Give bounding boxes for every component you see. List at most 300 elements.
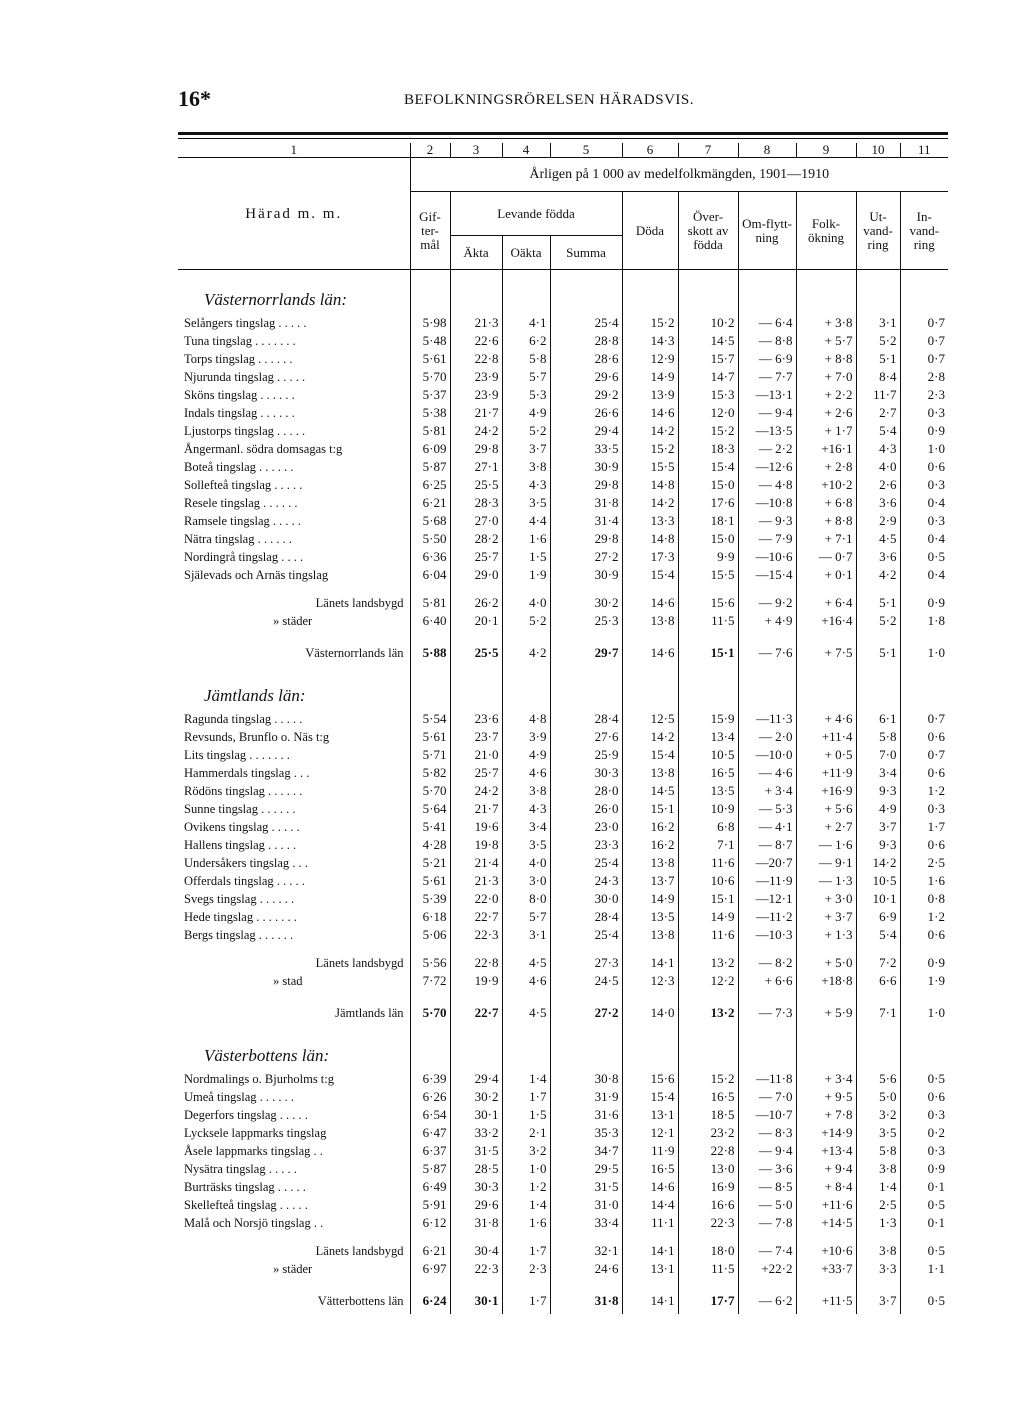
table-row — [178, 386, 948, 404]
cell-value: 0·5 — [900, 1196, 948, 1214]
cell-value: 29·8 — [450, 440, 502, 458]
cell-value: 30·2 — [450, 1088, 502, 1106]
cell-value: 2·5 — [856, 1196, 900, 1214]
table-row — [178, 764, 948, 782]
spacer-row — [178, 584, 948, 594]
row-label: Resele tingslag . . . . . . — [184, 496, 298, 510]
cell-value: 0·7 — [900, 746, 948, 764]
cell-value: 5·82 — [410, 764, 450, 782]
row-label: Svegs tingslag . . . . . . — [184, 892, 295, 906]
cell-value: 6·21 — [410, 1242, 450, 1260]
cell-value: 29·6 — [450, 1196, 502, 1214]
cell-value: 15·7 — [678, 350, 738, 368]
cell-value: 27·2 — [550, 1000, 622, 1026]
cell-value: 22·3 — [678, 1214, 738, 1232]
cell-value: + 3·4 — [796, 1070, 856, 1088]
table-row — [178, 908, 948, 926]
cell-value: 30·9 — [550, 458, 622, 476]
cell-value: 5·6 — [856, 1070, 900, 1088]
cell-value: 15·3 — [678, 386, 738, 404]
spacer-cell — [900, 1232, 948, 1242]
cell-value: 29·2 — [550, 386, 622, 404]
spacer-cell — [796, 1026, 856, 1070]
spacer-cell — [502, 1278, 550, 1288]
header-invandring: In-vand-ring — [900, 192, 948, 270]
cell-value: 25·7 — [450, 548, 502, 566]
cell-value: 6·18 — [410, 908, 450, 926]
cell-value: 10·2 — [678, 314, 738, 332]
row-label: Torps tingslag . . . . . . — [184, 352, 293, 366]
total-row — [178, 1288, 948, 1314]
row-label: Ljustorps tingslag . . . . . — [184, 424, 306, 438]
spacer-row — [178, 944, 948, 954]
cell-value: 0·6 — [900, 764, 948, 782]
cell-value: 13·9 — [622, 386, 678, 404]
cell-value: 28·3 — [450, 494, 502, 512]
spacer-cell — [178, 1278, 410, 1288]
subtotal-row — [178, 954, 948, 972]
cell-value: +10·2 — [796, 476, 856, 494]
cell-value: — 8·5 — [738, 1178, 796, 1196]
spacer-cell — [502, 990, 550, 1000]
spacer-cell — [410, 666, 450, 710]
row-label: Ovikens tingslag . . . . . — [184, 820, 300, 834]
row-label: Ångermanl. södra domsagas t:g — [184, 442, 343, 456]
row-label: » städer — [273, 1262, 313, 1276]
cell-value: 12·5 — [622, 710, 678, 728]
cell-value: 1·5 — [502, 1106, 550, 1124]
cell-value: 3·7 — [856, 818, 900, 836]
cell-value: +10·6 — [796, 1242, 856, 1260]
spacer-cell — [622, 666, 678, 710]
cell-value: 31·8 — [550, 494, 622, 512]
subtotal-row — [178, 594, 948, 612]
cell-value: + 3·4 — [738, 782, 796, 800]
cell-value: — 5·0 — [738, 1196, 796, 1214]
cell-value: 3·7 — [856, 1288, 900, 1314]
cell-value: +16·4 — [796, 612, 856, 630]
cell-value: 1·7 — [900, 818, 948, 836]
spacer-cell — [450, 1278, 502, 1288]
cell-value: +14·5 — [796, 1214, 856, 1232]
cell-value: + 3·0 — [796, 890, 856, 908]
cell-value: 2·8 — [900, 368, 948, 386]
cell-value: 13·0 — [678, 1160, 738, 1178]
cell-value: 12·0 — [678, 404, 738, 422]
cell-value: 7·1 — [678, 836, 738, 854]
cell-value: 1·6 — [900, 872, 948, 890]
table-row — [178, 512, 948, 530]
spacer-cell — [678, 1278, 738, 1288]
row-label: Umeå tingslag . . . . . . — [184, 1090, 295, 1104]
spacer-cell — [900, 990, 948, 1000]
cell-value: 28·0 — [550, 782, 622, 800]
cell-value: 14·4 — [622, 1196, 678, 1214]
cell-value: 17·6 — [678, 494, 738, 512]
row-label: » stad — [273, 974, 303, 988]
cell-value: 3·5 — [856, 1124, 900, 1142]
cell-value: 1·9 — [900, 972, 948, 990]
row-label: Vätterbottens län — [317, 1293, 404, 1308]
cell-value: +11·9 — [796, 764, 856, 782]
cell-value: + 7·5 — [796, 640, 856, 666]
spacer-cell — [550, 1026, 622, 1070]
cell-value: 6·6 — [856, 972, 900, 990]
cell-value: 13·8 — [622, 764, 678, 782]
row-label: Åsele lappmarks tingslag . . — [184, 1144, 323, 1158]
cell-value: 3·2 — [502, 1142, 550, 1160]
cell-value: 2·3 — [900, 386, 948, 404]
cell-value: 12·1 — [622, 1124, 678, 1142]
cell-value: 5·8 — [856, 1142, 900, 1160]
cell-value: 24·3 — [550, 872, 622, 890]
cell-value: 15·0 — [678, 476, 738, 494]
cell-value: 14·8 — [622, 476, 678, 494]
cell-value: +33·7 — [796, 1260, 856, 1278]
cell-value: 8·0 — [502, 890, 550, 908]
cell-value: 5·8 — [502, 350, 550, 368]
cell-value: 1·8 — [900, 612, 948, 630]
spacer-cell — [678, 1026, 738, 1070]
cell-value: 5·48 — [410, 332, 450, 350]
header-doda: Döda — [622, 192, 678, 270]
cell-value: 4·4 — [502, 512, 550, 530]
cell-value: 15·1 — [678, 890, 738, 908]
cell-value: 4·9 — [856, 800, 900, 818]
row-label: Sköns tingslag . . . . . . — [184, 388, 295, 402]
cell-value: + 1·3 — [796, 926, 856, 944]
cell-value: 6·09 — [410, 440, 450, 458]
cell-value: 6·24 — [410, 1288, 450, 1314]
cell-value: 2·9 — [856, 512, 900, 530]
spacer-cell — [502, 270, 550, 315]
spacer-cell — [796, 944, 856, 954]
spacer-cell — [738, 666, 796, 710]
row-label: Jämtlands län — [335, 1005, 404, 1020]
cell-value: 21·3 — [450, 872, 502, 890]
spacer-cell — [622, 584, 678, 594]
cell-value: 0·1 — [900, 1178, 948, 1196]
col-number: 4 — [502, 143, 550, 158]
cell-value: 15·1 — [678, 640, 738, 666]
cell-value: +11·4 — [796, 728, 856, 746]
cell-value: + 5·7 — [796, 332, 856, 350]
cell-value: 31·9 — [550, 1088, 622, 1106]
cell-value: 5·81 — [410, 422, 450, 440]
row-label: Länets landsbygd — [315, 1244, 404, 1258]
cell-value: 4·0 — [502, 594, 550, 612]
spacer-cell — [410, 990, 450, 1000]
cell-value: 4·9 — [502, 404, 550, 422]
spacer-cell — [450, 990, 502, 1000]
cell-value: 16·5 — [678, 1088, 738, 1106]
cell-value: 4·5 — [502, 1000, 550, 1026]
spacer-cell — [550, 1278, 622, 1288]
cell-value: + 1·7 — [796, 422, 856, 440]
col-number: 11 — [900, 143, 948, 158]
cell-value: 5·0 — [856, 1088, 900, 1106]
cell-value: 6·04 — [410, 566, 450, 584]
table-row — [178, 1070, 948, 1088]
cell-value: 5·61 — [410, 350, 450, 368]
cell-value: + 4·9 — [738, 612, 796, 630]
cell-value: 21·4 — [450, 854, 502, 872]
cell-value: 4·3 — [502, 800, 550, 818]
cell-value: 14·5 — [622, 782, 678, 800]
row-label: Hallens tingslag . . . . . — [184, 838, 297, 852]
cell-value: 5·1 — [856, 350, 900, 368]
cell-value: 0·8 — [900, 890, 948, 908]
cell-value: 13·8 — [622, 926, 678, 944]
col-number: 7 — [678, 143, 738, 158]
cell-value: +14·9 — [796, 1124, 856, 1142]
spacer-cell — [622, 1232, 678, 1242]
cell-value: 1·4 — [856, 1178, 900, 1196]
cell-value: 22·6 — [450, 332, 502, 350]
col-number: 1 — [290, 143, 297, 157]
cell-value: — 4·6 — [738, 764, 796, 782]
table-row — [178, 728, 948, 746]
cell-value: 0·7 — [900, 332, 948, 350]
section-heading: Västerbottens län: — [204, 1046, 330, 1065]
cell-value: 3·4 — [502, 818, 550, 836]
cell-value: 28·2 — [450, 530, 502, 548]
table-row — [178, 422, 948, 440]
cell-value: 4·3 — [502, 476, 550, 494]
row-label: Sollefteå tingslag . . . . . — [184, 478, 303, 492]
cell-value: 30·0 — [550, 890, 622, 908]
cell-value: — 9·1 — [796, 854, 856, 872]
cell-value: 27·3 — [550, 954, 622, 972]
cell-value: 22·0 — [450, 890, 502, 908]
cell-value: —20·7 — [738, 854, 796, 872]
header-omflyttning: Om-flytt-ning — [738, 192, 796, 270]
spacer-cell — [550, 630, 622, 640]
cell-value: 14·9 — [622, 368, 678, 386]
cell-value: 2·7 — [856, 404, 900, 422]
cell-value: —13·5 — [738, 422, 796, 440]
header-oakta: Oäkta — [502, 236, 550, 270]
cell-value: 1·0 — [900, 440, 948, 458]
header-span: Årligen på 1 000 av medelfolkmängden, 1901—1910 — [410, 158, 948, 192]
cell-value: 1·1 — [900, 1260, 948, 1278]
header-utvandring: Ut-vand-ring — [856, 192, 900, 270]
cell-value: 24·2 — [450, 422, 502, 440]
cell-value: 11·6 — [678, 926, 738, 944]
cell-value: 13·7 — [622, 872, 678, 890]
cell-value: 1·5 — [502, 548, 550, 566]
cell-value: + 2·2 — [796, 386, 856, 404]
cell-value: 5·7 — [502, 908, 550, 926]
cell-value: 30·1 — [450, 1106, 502, 1124]
cell-value: 15·4 — [622, 746, 678, 764]
spacer-row — [178, 1278, 948, 1288]
cell-value: + 5·6 — [796, 800, 856, 818]
col-number: 8 — [738, 143, 796, 158]
cell-value: 18·5 — [678, 1106, 738, 1124]
spacer-cell — [178, 1232, 410, 1242]
cell-value: —10·7 — [738, 1106, 796, 1124]
cell-value: 1·7 — [502, 1242, 550, 1260]
cell-value: 7·1 — [856, 1000, 900, 1026]
cell-value: 4·0 — [856, 458, 900, 476]
cell-value: 1·7 — [502, 1088, 550, 1106]
row-label: Bergs tingslag . . . . . . — [184, 928, 294, 942]
spacer-cell — [502, 584, 550, 594]
cell-value: 14·9 — [678, 908, 738, 926]
row-label: Offerdals tingslag . . . . . — [184, 874, 305, 888]
cell-value: 5·2 — [856, 612, 900, 630]
cell-value: 26·0 — [550, 800, 622, 818]
spacer-cell — [856, 1026, 900, 1070]
cell-value: 6·47 — [410, 1124, 450, 1142]
subtotal-row — [178, 1242, 948, 1260]
cell-value: 6·49 — [410, 1178, 450, 1196]
cell-value: 13·1 — [622, 1260, 678, 1278]
cell-value: +16·1 — [796, 440, 856, 458]
cell-value: 17·3 — [622, 548, 678, 566]
cell-value: 5·37 — [410, 386, 450, 404]
table-row — [178, 872, 948, 890]
spacer-cell — [678, 584, 738, 594]
cell-value: 6·40 — [410, 612, 450, 630]
cell-value: 19·8 — [450, 836, 502, 854]
row-label: Undersåkers tingslag . . . — [184, 856, 308, 870]
cell-value: 31·5 — [450, 1142, 502, 1160]
cell-value: 1·6 — [502, 1214, 550, 1232]
table-row — [178, 1142, 948, 1160]
spacer-cell — [856, 1232, 900, 1242]
cell-value: 22·3 — [450, 926, 502, 944]
cell-value: 15·5 — [622, 458, 678, 476]
row-label: Lycksele lappmarks tingslag — [184, 1126, 327, 1140]
cell-value: 0·4 — [900, 566, 948, 584]
row-label: Nordingrå tingslag . . . . — [184, 550, 304, 564]
cell-value: 12·3 — [622, 972, 678, 990]
cell-value: + 7·1 — [796, 530, 856, 548]
cell-value: 29·5 — [550, 1160, 622, 1178]
cell-value: + 0·5 — [796, 746, 856, 764]
cell-value: —13·1 — [738, 386, 796, 404]
cell-value: 5·70 — [410, 1000, 450, 1026]
cell-value: 28·8 — [550, 332, 622, 350]
spacer-cell — [178, 630, 410, 640]
row-label: Degerfors tingslag . . . . . — [184, 1108, 308, 1122]
spacer-cell — [678, 666, 738, 710]
cell-value: 1·6 — [502, 530, 550, 548]
cell-value: 29·4 — [450, 1070, 502, 1088]
cell-value: 5·1 — [856, 594, 900, 612]
cell-value: 0·1 — [900, 1214, 948, 1232]
cell-value: 4·0 — [502, 854, 550, 872]
col-number: 2 — [410, 143, 450, 158]
row-label: Själevads och Arnäs tingslag — [184, 568, 329, 582]
cell-value: 0·7 — [900, 710, 948, 728]
cell-value: 14·3 — [622, 332, 678, 350]
cell-value: 3·5 — [502, 836, 550, 854]
cell-value: — 1·3 — [796, 872, 856, 890]
cell-value: 7·2 — [856, 954, 900, 972]
col-number: 5 — [550, 143, 622, 158]
spacer-cell — [738, 1278, 796, 1288]
spacer-cell — [550, 666, 622, 710]
cell-value: — 8·3 — [738, 1124, 796, 1142]
cell-value: 5·71 — [410, 746, 450, 764]
spacer-cell — [502, 1026, 550, 1070]
section-heading-row — [178, 270, 948, 315]
table-row — [178, 332, 948, 350]
cell-value: 5·88 — [410, 640, 450, 666]
cell-value: 3·8 — [502, 782, 550, 800]
cell-value: 4·3 — [856, 440, 900, 458]
cell-value: 14·2 — [622, 494, 678, 512]
spacer-cell — [678, 944, 738, 954]
cell-value: 31·0 — [550, 1196, 622, 1214]
cell-value: 2·6 — [856, 476, 900, 494]
cell-value: —10·8 — [738, 494, 796, 512]
cell-value: 30·4 — [450, 1242, 502, 1260]
cell-value: 0·7 — [900, 350, 948, 368]
cell-value: 3·8 — [856, 1160, 900, 1178]
cell-value: 25·9 — [550, 746, 622, 764]
cell-value: 4·28 — [410, 836, 450, 854]
cell-value: 16·5 — [678, 764, 738, 782]
table-row — [178, 818, 948, 836]
spacer-row — [178, 630, 948, 640]
cell-value: 6·39 — [410, 1070, 450, 1088]
cell-value: — 5·3 — [738, 800, 796, 818]
spacer-cell — [450, 584, 502, 594]
spacer-cell — [796, 270, 856, 315]
row-label: Nysätra tingslag . . . . . — [184, 1162, 297, 1176]
cell-value: 3·3 — [856, 1260, 900, 1278]
cell-value: — 7·3 — [738, 1000, 796, 1026]
cell-value: 30·3 — [550, 764, 622, 782]
cell-value: 5·68 — [410, 512, 450, 530]
spacer-cell — [856, 666, 900, 710]
page-title: BEFOLKNINGSRÖRELSEN HÄRADSVIS. — [404, 92, 695, 108]
table-row — [178, 368, 948, 386]
cell-value: + 2·8 — [796, 458, 856, 476]
cell-value: 23·7 — [450, 728, 502, 746]
cell-value: 6·21 — [410, 494, 450, 512]
spacer-cell — [502, 944, 550, 954]
cell-value: 3·6 — [856, 494, 900, 512]
row-label: Revsunds, Brunflo o. Näs t:g — [184, 730, 330, 744]
row-label: Länets landsbygd — [315, 596, 404, 610]
cell-value: 11·5 — [678, 1260, 738, 1278]
cell-value: +18·8 — [796, 972, 856, 990]
cell-value: 25·3 — [550, 612, 622, 630]
cell-value: 0·6 — [900, 728, 948, 746]
cell-value: 31·8 — [450, 1214, 502, 1232]
cell-value: 22·7 — [450, 908, 502, 926]
spacer-cell — [738, 630, 796, 640]
cell-value: 4·6 — [502, 764, 550, 782]
cell-value: 15·9 — [678, 710, 738, 728]
spacer-cell — [502, 630, 550, 640]
cell-value: — 3·6 — [738, 1160, 796, 1178]
cell-value: 6·25 — [410, 476, 450, 494]
cell-value: —10·0 — [738, 746, 796, 764]
spacer-cell — [178, 584, 410, 594]
cell-value: 6·9 — [856, 908, 900, 926]
cell-value: 29·8 — [550, 476, 622, 494]
cell-value: 0·2 — [900, 1124, 948, 1142]
header-overskott: Över-skott av födda — [678, 192, 738, 270]
cell-value: — 4·1 — [738, 818, 796, 836]
cell-value: + 6·8 — [796, 494, 856, 512]
